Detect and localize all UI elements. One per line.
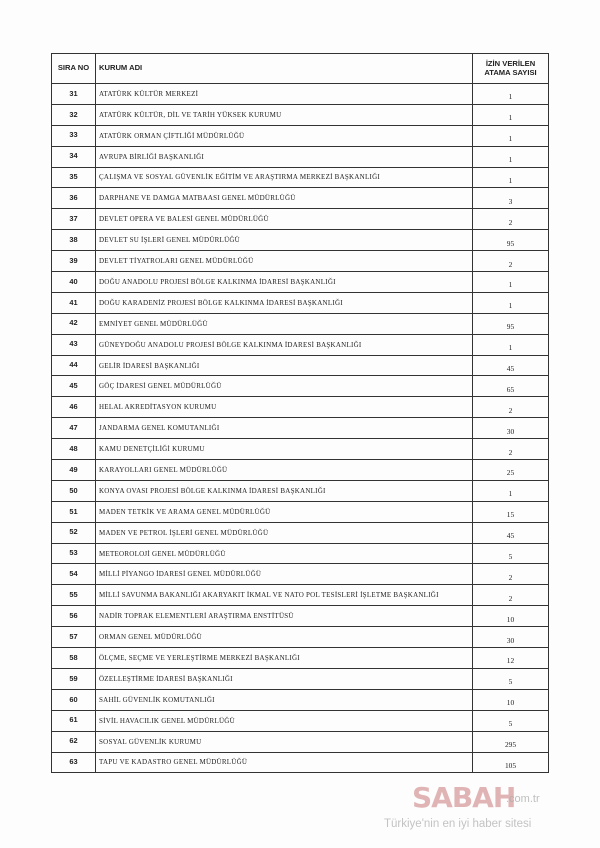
row-atama-sayisi: 2 (473, 251, 549, 272)
row-kurum-adi: ÖZELLEŞTİRME İDARESİ BAŞKANLIĞI (96, 668, 473, 689)
table-row (52, 313, 549, 334)
row-sira-no: 47 (52, 418, 96, 439)
header-atama-sayisi-line2: ATAMA SAYISI (484, 67, 537, 77)
row-sira-no: 63 (52, 752, 96, 773)
table-row (52, 167, 549, 188)
row-sira-no: 56 (52, 606, 96, 627)
table-row (52, 480, 549, 501)
row-kurum-adi: ÖLÇME, SEÇME VE YERLEŞTİRME MERKEZİ BAŞKANLIĞI (96, 648, 473, 669)
row-sira-no: 45 (52, 376, 96, 397)
table-body (52, 84, 549, 773)
row-kurum-adi: ORMAN GENEL MÜDÜRLÜĞÜ (96, 627, 473, 648)
table-row (52, 668, 549, 689)
table-row (52, 585, 549, 606)
row-kurum-adi: DEVLET OPERA VE BALESİ GENEL MÜDÜRLÜĞÜ (96, 209, 473, 230)
row-atama-sayisi: 2 (473, 209, 549, 230)
table-row (52, 397, 549, 418)
row-kurum-adi: SİVİL HAVACILIK GENEL MÜDÜRLÜĞÜ (96, 710, 473, 731)
table-row (52, 439, 549, 460)
row-sira-no: 58 (52, 648, 96, 669)
table-row (52, 501, 549, 522)
row-sira-no: 49 (52, 460, 96, 481)
row-atama-sayisi: 5 (473, 710, 549, 731)
row-sira-no: 32 (52, 104, 96, 125)
header-kurum-adi: KURUM ADI (96, 54, 473, 84)
table-header (52, 54, 549, 84)
table-row (52, 84, 549, 105)
table-row (52, 606, 549, 627)
row-sira-no: 52 (52, 522, 96, 543)
row-kurum-adi: MADEN TETKİK VE ARAMA GENEL MÜDÜRLÜĞÜ (96, 501, 473, 522)
table-row (52, 460, 549, 481)
row-kurum-adi: DEVLET SU İŞLERİ GENEL MÜDÜRLÜĞÜ (96, 230, 473, 251)
row-sira-no: 38 (52, 230, 96, 251)
row-kurum-adi: MİLLİ SAVUNMA BAKANLIĞI AKARYAKIT İKMAL VE NATO POL TESİSLERİ İŞLETME BAŞKANLIĞI (96, 585, 473, 606)
row-kurum-adi: GÜNEYDOĞU ANADOLU PROJESİ BÖLGE KALKINMA İDARESİ BAŞKANLIĞI (96, 334, 473, 355)
row-atama-sayisi: 30 (473, 627, 549, 648)
watermark-brand: SABAH (412, 781, 516, 814)
sabah-watermark (384, 781, 600, 843)
row-atama-sayisi: 95 (473, 313, 549, 334)
row-sira-no: 48 (52, 439, 96, 460)
row-sira-no: 51 (52, 501, 96, 522)
row-sira-no: 34 (52, 146, 96, 167)
row-sira-no: 57 (52, 627, 96, 648)
row-sira-no: 40 (52, 272, 96, 293)
row-sira-no: 50 (52, 480, 96, 501)
row-sira-no: 54 (52, 564, 96, 585)
table-row (52, 146, 549, 167)
header-sira-no: SIRA NO (52, 54, 96, 84)
row-kurum-adi: ÇALIŞMA VE SOSYAL GÜVENLİK EĞİTİM VE ARAŞTIRMA MERKEZİ BAŞKANLIĞI (96, 167, 473, 188)
row-kurum-adi: DARPHANE VE DAMGA MATBAASI GENEL MÜDÜRLÜĞÜ (96, 188, 473, 209)
row-atama-sayisi: 2 (473, 397, 549, 418)
row-sira-no: 59 (52, 668, 96, 689)
table-row (52, 648, 549, 669)
row-kurum-adi: GÖÇ İDARESİ GENEL MÜDÜRLÜĞÜ (96, 376, 473, 397)
table-row (52, 104, 549, 125)
allocation-table (51, 53, 549, 773)
header-atama-sayisi-line1: İZİN VERİLEN (485, 58, 536, 68)
row-atama-sayisi: 5 (473, 543, 549, 564)
table-row (52, 627, 549, 648)
row-kurum-adi: NADİR TOPRAK ELEMENTLERİ ARAŞTIRMA ENSTİTÜSÜ (96, 606, 473, 627)
table-row (52, 564, 549, 585)
row-atama-sayisi: 95 (473, 230, 549, 251)
row-kurum-adi: SAHİL GÜVENLİK KOMUTANLIĞI (96, 689, 473, 710)
row-atama-sayisi: 3 (473, 188, 549, 209)
row-sira-no: 36 (52, 188, 96, 209)
row-atama-sayisi: 105 (473, 752, 549, 773)
row-sira-no: 43 (52, 334, 96, 355)
row-kurum-adi: GELİR İDARESİ BAŞKANLIĞI (96, 355, 473, 376)
row-sira-no: 35 (52, 167, 96, 188)
table-row (52, 292, 549, 313)
row-atama-sayisi: 5 (473, 668, 549, 689)
row-kurum-adi: AVRUPA BİRLİĞİ BAŞKANLIĞI (96, 146, 473, 167)
row-sira-no: 44 (52, 355, 96, 376)
table-row (52, 689, 549, 710)
row-kurum-adi: KARAYOLLARI GENEL MÜDÜRLÜĞÜ (96, 460, 473, 481)
row-sira-no: 42 (52, 313, 96, 334)
row-kurum-adi: ATATÜRK KÜLTÜR MERKEZİ (96, 84, 473, 105)
row-kurum-adi: MİLLİ PİYANGO İDARESİ GENEL MÜDÜRLÜĞÜ (96, 564, 473, 585)
row-sira-no: 46 (52, 397, 96, 418)
table-row (52, 272, 549, 293)
table-row (52, 522, 549, 543)
row-sira-no: 61 (52, 710, 96, 731)
row-atama-sayisi: 65 (473, 376, 549, 397)
row-kurum-adi: ATATÜRK KÜLTÜR, DİL VE TARİH YÜKSEK KURUMU (96, 104, 473, 125)
row-sira-no: 31 (52, 84, 96, 105)
row-atama-sayisi: 1 (473, 146, 549, 167)
row-kurum-adi: DOĞU ANADOLU PROJESİ BÖLGE KALKINMA İDARESİ BAŞKANLIĞI (96, 272, 473, 293)
row-atama-sayisi: 1 (473, 167, 549, 188)
row-kurum-adi: TAPU VE KADASTRO GENEL MÜDÜRLÜĞÜ (96, 752, 473, 773)
row-atama-sayisi: 1 (473, 84, 549, 105)
table-row (52, 188, 549, 209)
row-atama-sayisi: 295 (473, 731, 549, 752)
row-sira-no: 33 (52, 125, 96, 146)
row-atama-sayisi: 12 (473, 648, 549, 669)
table-row (52, 334, 549, 355)
table-row (52, 376, 549, 397)
table-row (52, 418, 549, 439)
table-row (52, 251, 549, 272)
row-atama-sayisi: 45 (473, 355, 549, 376)
watermark-tagline: Türkiye'nin en iyi haber sitesi (384, 818, 532, 830)
row-atama-sayisi: 1 (473, 292, 549, 313)
row-sira-no: 41 (52, 292, 96, 313)
table-row (52, 731, 549, 752)
row-sira-no: 37 (52, 209, 96, 230)
header-atama-sayisi (473, 54, 549, 84)
row-kurum-adi: SOSYAL GÜVENLİK KURUMU (96, 731, 473, 752)
row-kurum-adi: METEOROLOJİ GENEL MÜDÜRLÜĞÜ (96, 543, 473, 564)
row-sira-no: 60 (52, 689, 96, 710)
table-row (52, 230, 549, 251)
row-atama-sayisi: 10 (473, 606, 549, 627)
row-atama-sayisi: 1 (473, 480, 549, 501)
row-atama-sayisi: 1 (473, 125, 549, 146)
row-atama-sayisi: 1 (473, 272, 549, 293)
row-atama-sayisi: 2 (473, 585, 549, 606)
row-kurum-adi: EMNİYET GENEL MÜDÜRLÜĞÜ (96, 313, 473, 334)
table-row (52, 209, 549, 230)
row-kurum-adi: DEVLET TİYATROLARI GENEL MÜDÜRLÜĞÜ (96, 251, 473, 272)
row-kurum-adi: ATATÜRK ORMAN ÇİFTLİĞİ MÜDÜRLÜĞÜ (96, 125, 473, 146)
row-kurum-adi: KONYA OVASI PROJESİ BÖLGE KALKINMA İDARESİ BAŞKANLIĞI (96, 480, 473, 501)
table-row (52, 710, 549, 731)
row-sira-no: 53 (52, 543, 96, 564)
row-atama-sayisi: 45 (473, 522, 549, 543)
table-row (52, 355, 549, 376)
row-atama-sayisi: 25 (473, 460, 549, 481)
row-sira-no: 39 (52, 251, 96, 272)
row-atama-sayisi: 1 (473, 334, 549, 355)
table-row (52, 543, 549, 564)
row-kurum-adi: DOĞU KARADENİZ PROJESİ BÖLGE KALKINMA İDARESİ BAŞKANLIĞI (96, 292, 473, 313)
row-atama-sayisi: 10 (473, 689, 549, 710)
row-atama-sayisi: 15 (473, 501, 549, 522)
header-row (52, 54, 549, 84)
table-row (52, 125, 549, 146)
row-kurum-adi: HELAL AKREDİTASYON KURUMU (96, 397, 473, 418)
row-sira-no: 62 (52, 731, 96, 752)
row-sira-no: 55 (52, 585, 96, 606)
row-kurum-adi: KAMU DENETÇİLİĞİ KURUMU (96, 439, 473, 460)
watermark-domain: .com.tr (506, 793, 540, 805)
row-atama-sayisi: 2 (473, 439, 549, 460)
row-atama-sayisi: 1 (473, 104, 549, 125)
row-atama-sayisi: 30 (473, 418, 549, 439)
row-kurum-adi: JANDARMA GENEL KOMUTANLIĞI (96, 418, 473, 439)
row-atama-sayisi: 2 (473, 564, 549, 585)
table-row (52, 752, 549, 773)
row-kurum-adi: MADEN VE PETROL İŞLERİ GENEL MÜDÜRLÜĞÜ (96, 522, 473, 543)
